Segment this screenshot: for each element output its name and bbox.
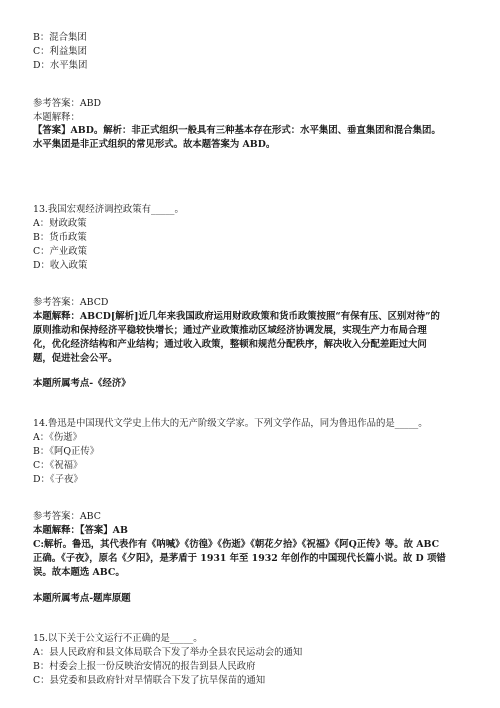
explanation-line: C:解析。鲁迅，其代表作有《呐喊》《彷徨》《伤逝》《朝花夕拾》《祝福》《阿Q正传》等。故 ABC bbox=[33, 539, 440, 550]
topic-tag: 本题所属考点-《经济》 bbox=[33, 378, 131, 389]
option-b: B：《阿Q正传》 bbox=[33, 446, 100, 457]
option-a: A：财政政策 bbox=[33, 218, 87, 229]
explanation-line: 原则推动和保持经济平稳较快增长；通过产业政策推动区域经济协调发展，实现生产力布局合理 bbox=[33, 325, 427, 336]
explanation-line: 题，促进社会公平。 bbox=[33, 353, 118, 364]
explanation-line: 正确。《子夜》，原名《夕阳》，是茅盾于 1931 年至 1932 年创作的中国现代长篇小说。故 D 项错 bbox=[33, 553, 446, 564]
reference-answer: 参考答案：ABCD bbox=[33, 297, 109, 308]
reference-answer: 参考答案：ABC bbox=[33, 511, 101, 522]
explanation-label: 本题解释：【答案】AB bbox=[33, 525, 128, 536]
option-d: D：收入政策 bbox=[33, 260, 88, 271]
explanation-line: 本题解释：ABCD[解析]近几年来我国政府运用财政政策和货币政策按照“有保有压、区别对待”的 bbox=[33, 311, 440, 322]
explanation-line: 水平集团是非正式组织的常见形式。故本题答案为 ABD。 bbox=[33, 139, 276, 150]
option-b: B：混合集团 bbox=[33, 32, 87, 43]
question-stem: 14.鲁迅是中国现代文学史上伟大的无产阶级文学家。下列文学作品，同为鲁迅作品的是_____。 bbox=[33, 418, 428, 429]
question-stem: 15.以下关于公文运行不正确的是_____。 bbox=[33, 633, 203, 644]
option-c: C：县党委和县政府针对旱情联合下发了抗旱保苗的通知 bbox=[33, 675, 266, 686]
option-d: D：《子夜》 bbox=[33, 474, 83, 485]
reference-answer: 参考答案：ABD bbox=[33, 98, 102, 109]
option-d: D：水平集团 bbox=[33, 60, 88, 71]
option-c: C：利益集团 bbox=[33, 46, 88, 57]
explanation-line: 【答案】ABD。解析：非正式组织一般具有三种基本存在形式：水平集团、垂直集团和混合集团。 bbox=[33, 125, 441, 136]
explanation-line: 化，优化经济结构和产业结构；通过收入政策，整顿和规范分配秩序，解决收入分配差距过大问 bbox=[33, 339, 427, 350]
option-c: C：产业政策 bbox=[33, 246, 88, 257]
option-a: A：县人民政府和县文体局联合下发了举办全县农民运动会的通知 bbox=[33, 647, 303, 658]
option-b: B：村委会上报一份反映治安情况的报告到县人民政府 bbox=[33, 661, 256, 672]
question-stem: 13.我国宏观经济调控政策有_____。 bbox=[33, 204, 184, 215]
option-b: B：货币政策 bbox=[33, 232, 87, 243]
option-c: C：《祝福》 bbox=[33, 460, 83, 471]
topic-tag: 本题所属考点-题库原题 bbox=[33, 593, 131, 604]
option-a: A：《伤逝》 bbox=[33, 432, 82, 443]
explanation-label: 本题解释： bbox=[33, 112, 80, 123]
explanation-line: 误。故本题选 ABC。 bbox=[33, 567, 125, 578]
